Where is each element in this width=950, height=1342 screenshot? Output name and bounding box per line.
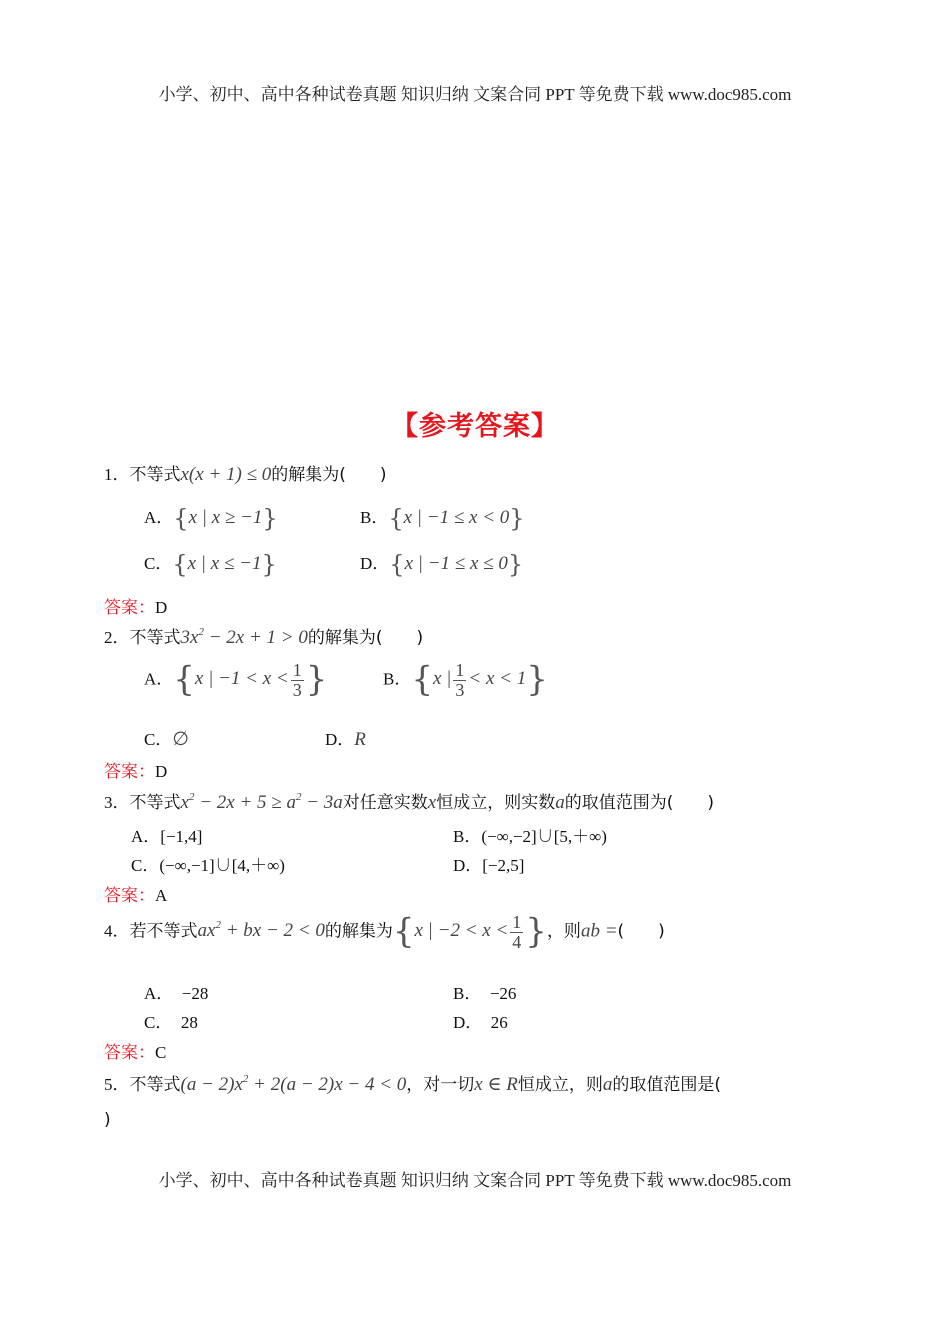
option-d	[325, 725, 366, 751]
answer-label: 答案：	[104, 762, 155, 782]
math-expression: $ax^2$ + bx − 2 < 0	[197, 919, 325, 942]
option-b: B．(−∞,−2]∪[5,＋∞)	[453, 827, 607, 846]
question-text: 的解集为	[324, 921, 393, 942]
question-5-tail: )	[104, 1110, 111, 1130]
answer-value: C	[155, 1043, 167, 1062]
math-expression: x ∈ R	[474, 1074, 518, 1095]
page-header: 小学、初中、高中各种试卷真题 知识归纳 文案合同 PPT 等免费下载 www.doc985.com	[158, 85, 792, 104]
question-tail: 的取值范围是(	[612, 1075, 722, 1095]
variable-a: a	[555, 792, 565, 813]
option-math: {x | −1 < x < $\frac{1}{3}$ }	[173, 659, 328, 700]
question-stem: 若不等式	[129, 921, 198, 942]
question-number: 4．	[104, 921, 130, 941]
answer-value: D	[155, 762, 168, 781]
option-c	[144, 725, 189, 751]
option-label: B．	[360, 508, 389, 527]
question-number: 3．	[104, 793, 130, 812]
option-math: {x | x ≤ −1}	[172, 550, 277, 579]
option-label: C．	[144, 730, 173, 749]
empty-set-symbol: ∅	[172, 729, 189, 750]
option-d: D．[−2,5]	[453, 856, 525, 875]
option-label: D．	[360, 554, 390, 573]
option-math: {x | −1 ≤ x < 0}	[388, 504, 525, 533]
question-number: 1．	[104, 465, 130, 484]
page-footer: 小学、初中、高中各种试卷真题 知识归纳 文案合同 PPT 等免费下载 www.doc985.com	[158, 1171, 792, 1190]
solution-set: {x | −2 < x < $\frac{1}{4}$ }	[392, 911, 547, 952]
question-stem: 不等式	[129, 793, 181, 813]
option-label: D．	[325, 730, 355, 749]
answer-label: 答案：	[104, 598, 155, 618]
question-text: 恒成立，则实数	[436, 793, 556, 813]
question-1	[104, 460, 387, 486]
question-text: 对任意实数	[342, 793, 428, 813]
option-a: A．[−1,4]	[131, 827, 203, 846]
answer-value: D	[155, 598, 168, 617]
option-label: C．	[144, 554, 173, 573]
option-label: B．	[383, 669, 412, 689]
question-tail: 的解集为( )	[307, 628, 424, 648]
answer-label: 答案：	[104, 886, 155, 906]
math-expression: $x^2 - 2x + 5 \ge a^2 - 3a$	[180, 791, 343, 813]
answer-2	[104, 757, 167, 782]
question-stem: 不等式	[129, 628, 181, 648]
option-b: B． −26	[453, 984, 517, 1003]
answer-1	[104, 593, 167, 618]
math-expression: $(a - 2)x^2 + 2(a - 2)x - 4 < 0$	[180, 1073, 407, 1095]
answer-3	[104, 881, 167, 906]
math-expression: ab =	[580, 920, 618, 942]
option-c: C．(−∞,−1]∪[4,＋∞)	[131, 856, 285, 875]
variable-a: a	[602, 1074, 613, 1095]
question-text: ，对一切	[406, 1075, 475, 1095]
option-a	[144, 503, 278, 533]
option-math: {x | x ≥ −1}	[173, 504, 278, 533]
math-expression: x(x + 1) ≤ 0	[180, 464, 272, 485]
question-stem: 不等式	[129, 1075, 181, 1095]
option-label: A．	[144, 508, 174, 527]
page-title: 【参考答案】	[391, 411, 559, 442]
option-d: D． 26	[453, 1013, 508, 1032]
option-math: {x | −1 ≤ x ≤ 0}	[389, 550, 524, 579]
question-tail: ( )	[617, 921, 665, 942]
option-c: C． 28	[144, 1013, 198, 1032]
answer-value: A	[155, 886, 168, 905]
math-expression: $3x^2 - 2x + 1 > 0$	[180, 626, 308, 648]
question-2	[104, 623, 423, 649]
question-text: ，则	[546, 921, 581, 942]
question-text: 恒成立，则	[517, 1075, 603, 1095]
option-a	[144, 660, 327, 700]
question-tail: 的取值范围为( )	[564, 793, 714, 813]
question-3	[104, 788, 714, 814]
question-5	[104, 1070, 721, 1096]
question-4	[104, 912, 665, 952]
option-b	[360, 503, 525, 533]
option-a: A． −28	[144, 984, 209, 1003]
option-math: {x | $\frac{1}{3}$ < x < 1}	[411, 659, 548, 700]
option-math: R	[354, 729, 366, 750]
answer-label: 答案：	[104, 1043, 155, 1063]
question-stem: 不等式	[129, 465, 181, 485]
question-number: 5．	[104, 1075, 130, 1094]
question-number: 2．	[104, 628, 130, 647]
option-c	[144, 549, 277, 579]
option-label: A．	[144, 669, 174, 689]
option-d	[360, 549, 523, 579]
answer-4	[104, 1038, 166, 1063]
question-tail: 的解集为( )	[271, 465, 387, 485]
variable-x: x	[427, 792, 437, 813]
option-b	[383, 660, 548, 700]
